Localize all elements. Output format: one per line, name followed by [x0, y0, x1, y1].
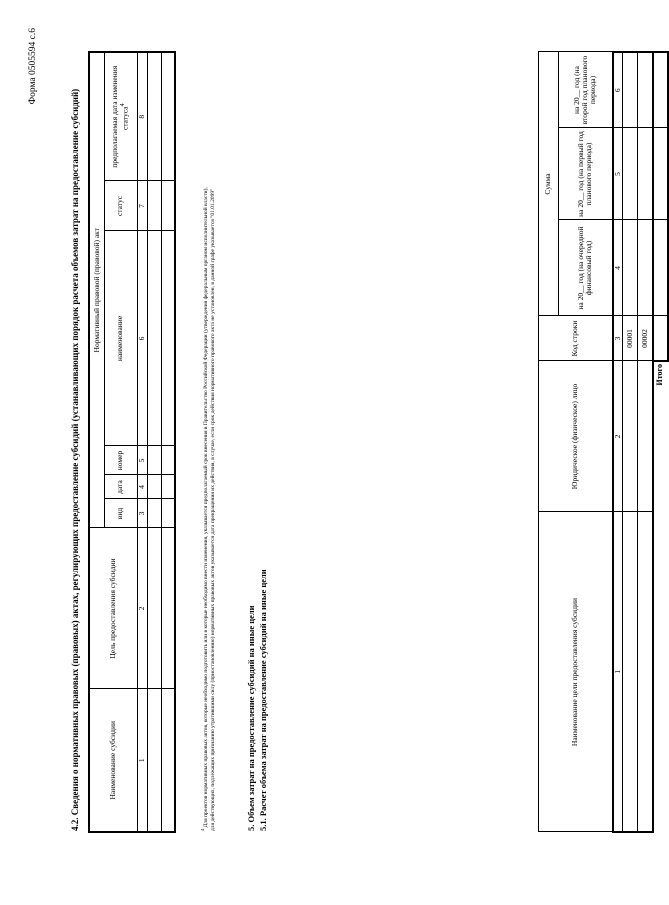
header-year-second: на 20__ год (на второй год планового периода): [559, 52, 613, 128]
table-row: [147, 52, 161, 832]
table-cell[interactable]: [161, 689, 175, 832]
section-5-title: 5. Объем затрат на предоставление субсидий на иные цели: [246, 605, 256, 831]
table-cell[interactable]: [623, 220, 638, 316]
column-number: 6: [613, 52, 623, 128]
table-row: [161, 52, 175, 832]
header-expected-status-change-date: [104, 52, 137, 181]
table-cell[interactable]: [147, 499, 161, 528]
table-cell[interactable]: [638, 361, 653, 512]
table-cell[interactable]: [638, 220, 653, 316]
footnote: [200, 181, 217, 831]
table-cell[interactable]: [161, 231, 175, 446]
table-cell[interactable]: [147, 181, 161, 231]
table-row: [638, 52, 653, 832]
row-code: 00001: [623, 316, 638, 361]
table-cell[interactable]: [161, 499, 175, 528]
table-cell[interactable]: [638, 52, 653, 128]
table-cell[interactable]: [147, 52, 161, 181]
header-purpose: Цель предоставления субсидии: [89, 528, 137, 689]
column-number: 1: [137, 689, 147, 832]
subsidy-cost-table: [538, 51, 669, 833]
column-number: 7: [137, 181, 147, 231]
table-cell[interactable]: [161, 528, 175, 689]
table-cell[interactable]: [161, 446, 175, 475]
table-cell[interactable]: [161, 181, 175, 231]
total-row: [653, 52, 668, 832]
column-number: 4: [137, 475, 147, 499]
table-cell[interactable]: [161, 475, 175, 499]
table-cell[interactable]: [623, 361, 638, 512]
table-cell[interactable]: [653, 316, 668, 361]
column-number: 3: [613, 316, 623, 361]
row-code: 00002: [638, 316, 653, 361]
total-label: Итого: [655, 364, 665, 386]
column-number: 8: [137, 52, 147, 181]
header-status: статус: [104, 181, 137, 231]
legal-acts-table: [88, 51, 176, 833]
column-number: 1: [613, 512, 623, 832]
header-number: номер: [104, 446, 137, 475]
column-number: 5: [613, 128, 623, 220]
column-number: 2: [137, 528, 147, 689]
column-number: 3: [137, 499, 147, 528]
table-cell[interactable]: [623, 128, 638, 220]
header-subsidy-name: Наименование субсидии: [89, 689, 137, 832]
table-cell[interactable]: [623, 512, 638, 832]
header-sum: Сумма: [539, 52, 559, 316]
footnote-text: Для проектов нормативных правовых актов, которые необходимо подготовить или в которые необходимо внести изменения, указывается предполагаемый срок внесения в Правительство Российской Федерации (утверждения федеральным органом исполнительной власти), для действующих, подлежащих признанию утратившими силу (приостановлению) нормативных правовых актов указывается дата прекращения их действия, в случае, если срок действия нормативного правового акта не установлен, в данной графе указывается "01.01.2099": [202, 187, 216, 831]
table-cell[interactable]: [638, 512, 653, 832]
table-cell[interactable]: [147, 231, 161, 446]
blank-cell: [653, 512, 668, 832]
table-cell[interactable]: [147, 689, 161, 832]
header-expected-status-change-date-label: предполагаемая дата изменения статуса: [109, 65, 130, 168]
column-number: 6: [137, 231, 147, 446]
table-cell[interactable]: [147, 446, 161, 475]
header-name: наименование: [104, 231, 137, 446]
header-footnote-mark: 4: [119, 103, 127, 107]
header-purpose-name: Наименование цели предоставления субсидии: [539, 512, 613, 832]
form-number: Форма 0505594 с.6: [28, 28, 38, 105]
header-date: дата: [104, 475, 137, 499]
table-cell[interactable]: [147, 475, 161, 499]
table-cell[interactable]: [161, 52, 175, 181]
table-cell[interactable]: [653, 128, 668, 220]
table-cell[interactable]: [638, 128, 653, 220]
table-cell[interactable]: [653, 52, 668, 128]
section-5-1-title: 5.1. Расчет объема затрат на предоставление субсидий на иные цели: [258, 569, 268, 831]
table-cell[interactable]: [653, 220, 668, 316]
header-year-current: на 20__ год (на очередной финансовый год): [559, 220, 613, 316]
header-legal-entity: Юридическое (физическое) лицо: [539, 361, 613, 512]
header-type: вид: [104, 499, 137, 528]
footnote-mark: 4: [200, 828, 205, 831]
header-legal-act: Нормативный правовой (правовой) акт: [89, 52, 104, 528]
table-cell[interactable]: [147, 528, 161, 689]
table-row: [623, 52, 638, 832]
column-number: 2: [613, 361, 623, 512]
column-number: 5: [137, 446, 147, 475]
column-number: 4: [613, 220, 623, 316]
section-4-2-title: 4.2. Сведения о нормативных правовых (правовых) актах, регулирующих предоставление субсидий (устанавливающих порядок расчета объемов затрат на предоставление субсидий): [70, 88, 80, 831]
table-cell[interactable]: [623, 52, 638, 128]
header-year-first: на 20__ год (на первый год планового периода): [559, 128, 613, 220]
header-line-code: Код строки: [539, 316, 613, 361]
